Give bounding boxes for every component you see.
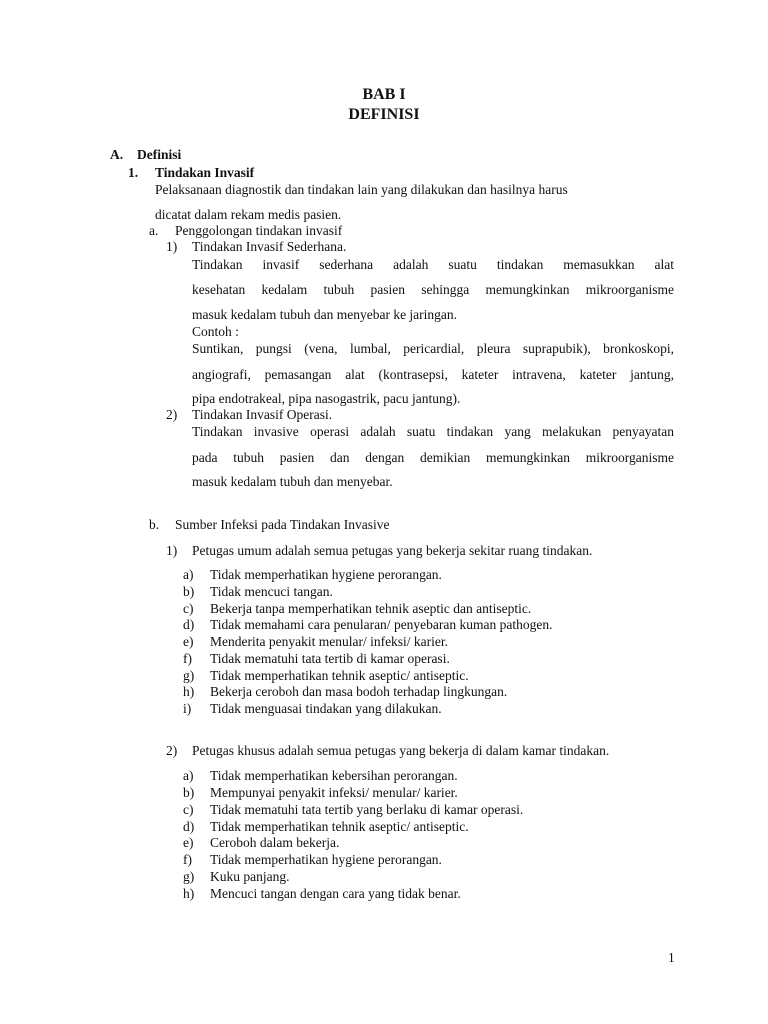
list-item: Bekerja tanpa memperhatikan tehnik aseptic dan antiseptic.	[210, 601, 532, 616]
group2-label: Petugas khusus adalah semua petugas yang bekerja di dalam kamar tindakan.	[192, 743, 610, 758]
contoh-label: Contoh :	[192, 324, 239, 339]
section-marker: A.	[110, 147, 124, 162]
sub-a-item1-label: Tindakan Invasif Sederhana.	[192, 239, 347, 254]
sub-b-label: Sumber Infeksi pada Tindakan Invasive	[175, 517, 390, 532]
list-item-marker: g)	[183, 869, 195, 884]
list-item-marker: f)	[183, 852, 192, 867]
contoh-line3: pipa endotrakeal, pipa nasogastrik, pacu jantung).	[192, 391, 461, 406]
list-item: Tidak menguasai tindakan yang dilakukan.	[210, 701, 442, 716]
list-item: Tidak memperhatikan tehnik aseptic/ antiseptic.	[210, 819, 469, 834]
sub-b-marker: b.	[149, 517, 160, 532]
list-item: Tidak memperhatikan kebersihan perorangan.	[210, 768, 458, 783]
list-item: Bekerja ceroboh dan masa bodoh terhadap lingkungan.	[210, 684, 508, 699]
list-item: Tidak mematuhi tata tertib yang berlaku di kamar operasi.	[210, 802, 524, 817]
list-item-marker: g)	[183, 668, 195, 683]
list-item-marker: f)	[183, 651, 192, 666]
list-item: Tidak memperhatikan tehnik aseptic/ antiseptic.	[210, 668, 469, 683]
item1-desc-line2: dicatat dalam rekam medis pasien.	[155, 207, 342, 222]
list-item-marker: d)	[183, 819, 195, 834]
item1-label: Tindakan Invasif	[155, 165, 255, 180]
list-item: Ceroboh dalam bekerja.	[210, 835, 340, 850]
contoh-line2: angiografi, pemasangan alat (kontrasepsi, kateter intravena, kateter jantung,	[192, 367, 674, 382]
sub-a-item1-line3: masuk kedalam tubuh dan menyebar ke jaringan.	[192, 307, 458, 322]
list-item: Tidak memahami cara penularan/ penyebaran kuman pathogen.	[210, 617, 553, 632]
sub-a-item2-line3: masuk kedalam tubuh dan menyebar.	[192, 474, 393, 489]
sub-a-item1-marker: 1)	[166, 239, 178, 254]
chapter-title: BAB I	[362, 86, 406, 103]
item1-marker: 1.	[128, 165, 139, 180]
group1-label: Petugas umum adalah semua petugas yang bekerja sekitar ruang tindakan.	[192, 543, 593, 558]
list-item-marker: a)	[183, 567, 194, 582]
list-item-marker: b)	[183, 584, 195, 599]
item1-desc-line1: Pelaksanaan diagnostik dan tindakan lain yang dilakukan dan hasilnya harus	[155, 182, 568, 197]
list-item: Tidak memperhatikan hygiene perorangan.	[210, 852, 442, 867]
chapter-subtitle: DEFINISI	[348, 106, 420, 123]
group2-marker: 2)	[166, 743, 178, 758]
list-item-marker: e)	[183, 634, 194, 649]
contoh-line1: Suntikan, pungsi (vena, lumbal, pericardial, pleura suprapubik), bronkoskopi,	[192, 341, 674, 356]
sub-a-item1-line1: Tindakan invasif sederhana adalah suatu tindakan memasukkan alat	[192, 257, 674, 272]
sub-a-marker: a.	[149, 223, 159, 238]
sub-a-item1-line2: kesehatan kedalam tubuh pasien sehingga memungkinkan mikroorganisme	[192, 282, 674, 297]
section-label: Definisi	[137, 147, 182, 162]
list-item-marker: d)	[183, 617, 195, 632]
list-item-marker: b)	[183, 785, 195, 800]
sub-a-item2-line1: Tindakan invasive operasi adalah suatu tindakan yang melakukan penyayatan	[192, 424, 674, 439]
sub-a-item2-marker: 2)	[166, 407, 178, 422]
sub-a-label: Penggolongan tindakan invasif	[175, 223, 343, 238]
list-item-marker: c)	[183, 601, 194, 616]
list-item-marker: h)	[183, 684, 195, 699]
list-item-marker: e)	[183, 835, 194, 850]
list-item: Menderita penyakit menular/ infeksi/ karier.	[210, 634, 449, 649]
sub-a-item2-line2: pada tubuh pasien dan dengan demikian memungkinkan mikroorganisme	[192, 450, 674, 465]
list-item-marker: a)	[183, 768, 194, 783]
list-item-marker: i)	[183, 701, 192, 716]
list-item: Mempunyai penyakit infeksi/ menular/ karier.	[210, 785, 458, 800]
list-item-marker: c)	[183, 802, 194, 817]
sub-a-item2-label: Tindakan Invasif Operasi.	[192, 407, 333, 422]
list-item: Tidak mencuci tangan.	[210, 584, 333, 599]
group1-marker: 1)	[166, 543, 178, 558]
list-item: Kuku panjang.	[210, 869, 290, 884]
list-item: Tidak mematuhi tata tertib di kamar operasi.	[210, 651, 450, 666]
list-item: Mencuci tangan dengan cara yang tidak benar.	[210, 886, 461, 901]
list-item: Tidak memperhatikan hygiene perorangan.	[210, 567, 442, 582]
list-item-marker: h)	[183, 886, 195, 901]
page-number: 1	[668, 950, 675, 965]
